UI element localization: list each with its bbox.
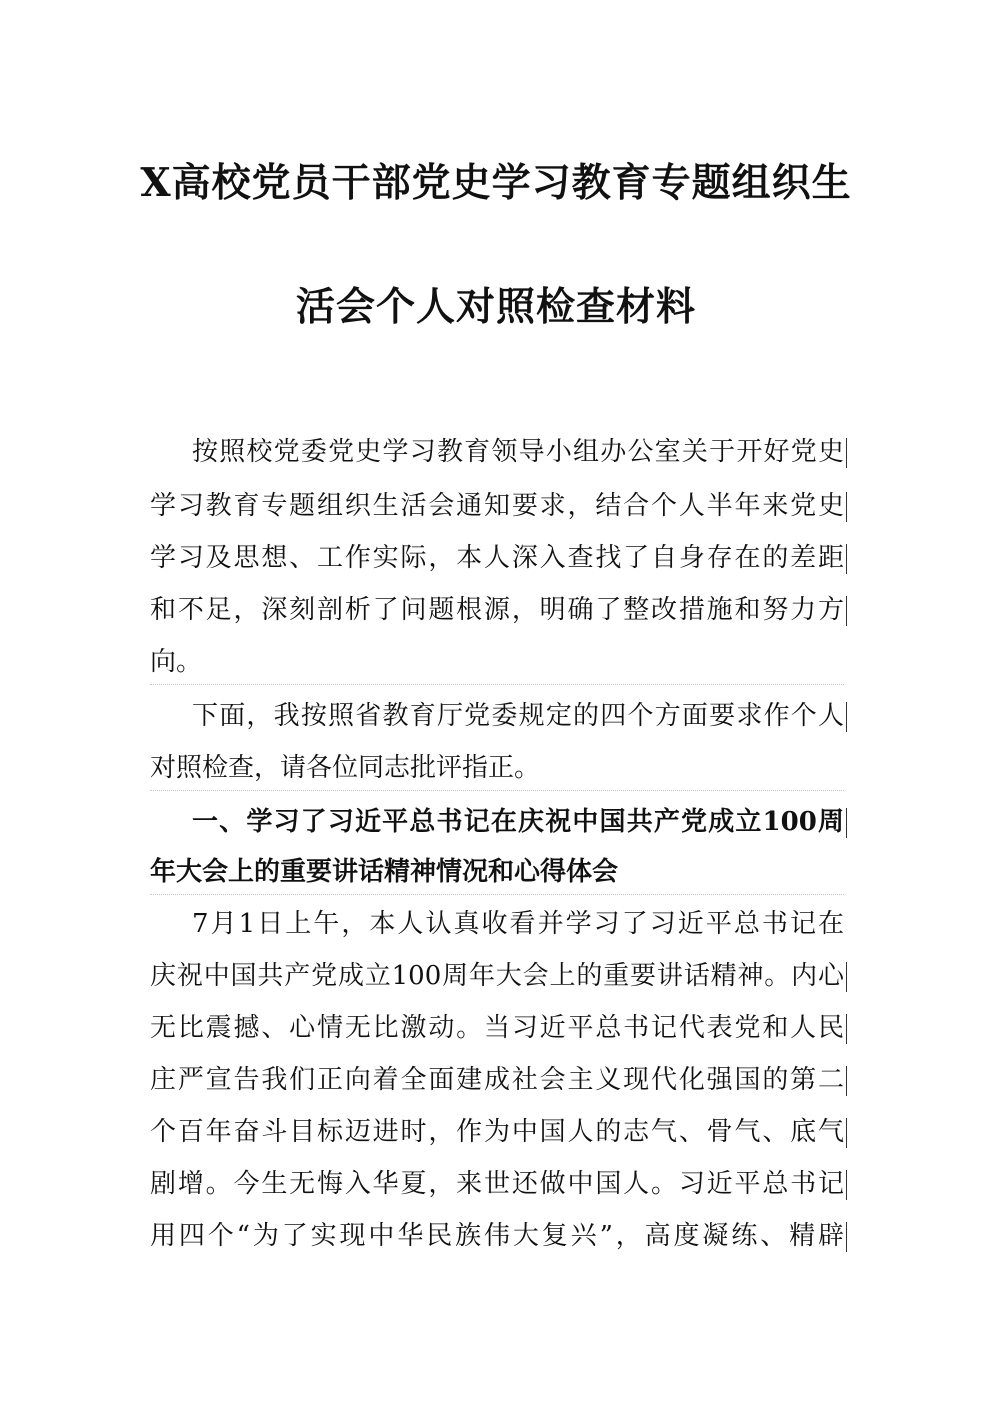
paragraph-1-line-2: 学习教育专题组织生活会通知要求，结合个人半年来党史 xyxy=(150,491,844,521)
right-margin-mark xyxy=(846,544,847,574)
paragraph-separator xyxy=(150,790,844,791)
right-margin-mark xyxy=(846,1118,847,1148)
right-margin-mark xyxy=(846,1014,847,1044)
right-margin-mark xyxy=(846,492,847,522)
paragraph-separator xyxy=(150,684,844,685)
paragraph-1-line-4: 和不足，深刻剖析了问题根源，明确了整改措施和努力方 xyxy=(150,595,844,625)
right-margin-mark xyxy=(846,962,847,992)
paragraph-1-line-5: 向。 xyxy=(150,647,203,677)
paragraph-3-line-2: 庆祝中国共产党成立100周年大会上的重要讲话精神。内心 xyxy=(150,961,844,991)
paragraph-2-line-2: 对照检查，请各位同志批评指正。 xyxy=(150,753,541,783)
paragraph-1-line-1: 按照校党委党史学习教育领导小组办公室关于开好党史 xyxy=(192,437,844,467)
paragraph-separator xyxy=(150,894,844,895)
right-margin-mark xyxy=(846,1066,847,1096)
paragraph-3-line-5: 个百年奋斗目标迈进时，作为中国人的志气、骨气、底气 xyxy=(150,1117,844,1147)
paragraph-3-line-4: 庄严宣告我们正向着全面建成社会主义现代化强国的第二 xyxy=(150,1065,844,1095)
document-title-line-2: 活会个人对照检查材料 xyxy=(295,284,696,330)
paragraph-2-line-1: 下面，我按照省教育厅党委规定的四个方面要求作个人 xyxy=(192,701,844,731)
paragraph-3-line-6: 剧增。今生无悔入华夏，来世还做中国人。习近平总书记 xyxy=(150,1169,844,1199)
right-margin-mark xyxy=(846,1222,847,1252)
paragraph-3-line-7: 用四个“为了实现中华民族伟大复兴”，高度凝练、精辟 xyxy=(150,1221,844,1251)
paragraph-1-line-3: 学习及思想、工作实际，本人深入查找了自身存在的差距 xyxy=(150,543,844,573)
paragraph-3-line-3: 无比震撼、心情无比激动。当习近平总书记代表党和人民 xyxy=(150,1013,844,1043)
right-margin-mark xyxy=(846,596,847,626)
section-heading-1-line-2: 年大会上的重要讲话精神情况和心得体会 xyxy=(150,857,619,887)
document-title-line-1: X高校党员干部党史学习教育专题组织生 xyxy=(140,160,852,206)
right-margin-mark xyxy=(846,1170,847,1200)
right-margin-mark xyxy=(846,808,847,838)
section-heading-1-line-1: 一、学习了习近平总书记在庆祝中国共产党成立100周 xyxy=(192,807,844,837)
paragraph-3-line-1: 7月1日上午，本人认真收看并学习了习近平总书记在 xyxy=(192,909,844,939)
right-margin-mark xyxy=(846,702,847,732)
right-margin-mark xyxy=(846,438,847,468)
